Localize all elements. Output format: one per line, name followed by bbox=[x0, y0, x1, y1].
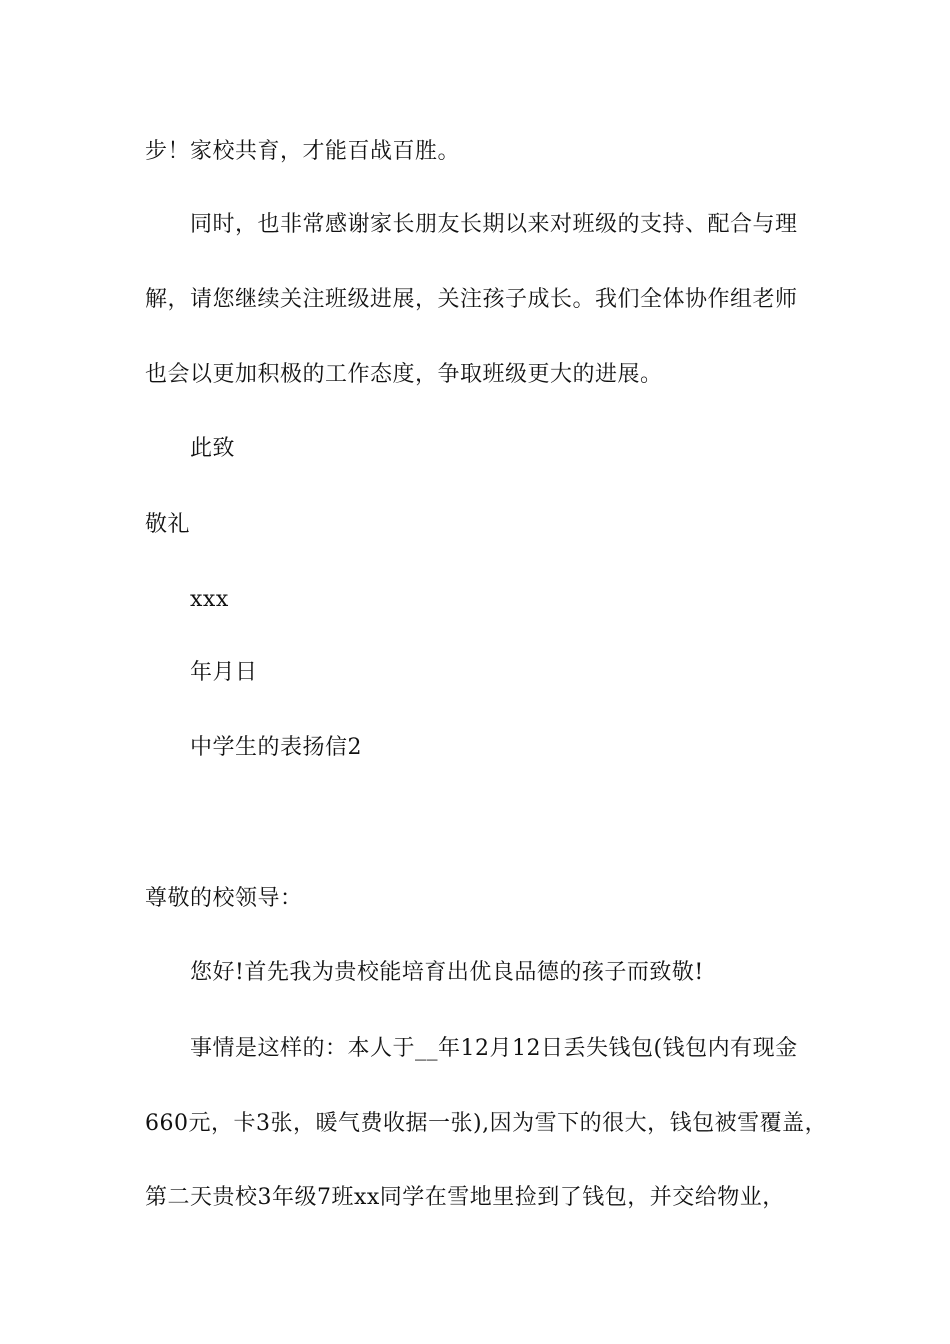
text-line: 解，请您继续关注班级进展，关注孩子成长。我们全体协作组老师 bbox=[145, 287, 798, 312]
text-line: 您好!首先我为贵校能培育出优良品德的孩子而致敬! bbox=[190, 960, 704, 985]
text-line: 660元，卡3张，暖气费收据一张),因为雪下的很大，钱包被雪覆盖， bbox=[145, 1111, 828, 1136]
salutation: 敬礼 bbox=[145, 512, 191, 537]
closing-phrase: 此致 bbox=[190, 436, 236, 461]
text-line: 也会以更加积极的工作态度，争取班级更大的进展。 bbox=[145, 362, 663, 387]
date-line: 年月日 bbox=[190, 660, 258, 685]
text-line: 步！家校共育，才能百战百胜。 bbox=[145, 139, 461, 164]
section-title: 中学生的表扬信2 bbox=[190, 735, 362, 760]
text-line: 第二天贵校3年级7班xx同学在雪地里捡到了钱包，并交给物业， bbox=[145, 1185, 785, 1210]
recipient-greeting: 尊敬的校领导： bbox=[145, 886, 303, 911]
signature: xxx bbox=[190, 587, 229, 612]
text-line: 同时，也非常感谢家长朋友长期以来对班级的支持、配合与理 bbox=[190, 212, 798, 237]
text-line: 事情是这样的：本人于__年12月12日丢失钱包(钱包内有现金 bbox=[190, 1036, 798, 1061]
